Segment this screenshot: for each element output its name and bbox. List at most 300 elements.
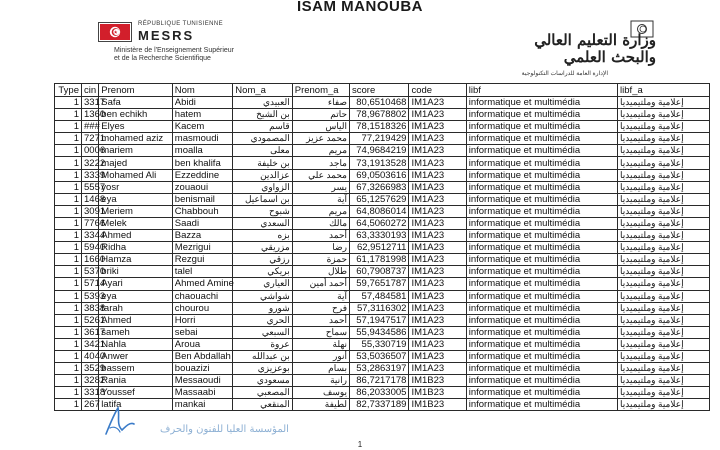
cell-prenom: Ayari xyxy=(99,278,172,290)
cell-score: 57,3116302 xyxy=(350,302,409,314)
cell-cin: 4040 xyxy=(82,350,99,362)
cell-libf: informatique et multimédia xyxy=(466,326,617,338)
cell-type: 1 xyxy=(55,266,82,278)
cell-cin: 5393 xyxy=(82,290,99,302)
cell-nom-a: السعدي xyxy=(233,217,292,229)
cell-nom-a: بن اسماعيل xyxy=(233,193,292,205)
cell-prenom-a: رضا xyxy=(292,242,349,254)
cell-prenom-a: أنور xyxy=(292,350,349,362)
cell-nom-a: بزه xyxy=(233,230,292,242)
cell-score: 63,3330193 xyxy=(350,230,409,242)
cell-code: IM1A23 xyxy=(409,326,466,338)
cell-score: 61,1781998 xyxy=(350,254,409,266)
header-libf-a: libf_a xyxy=(618,84,710,97)
cell-type: 1 xyxy=(55,290,82,302)
cell-cin: 0006 xyxy=(82,145,99,157)
cell-type: 1 xyxy=(55,387,82,399)
cell-score: 65,1257629 xyxy=(350,193,409,205)
cell-libf: informatique et multimédia xyxy=(466,242,617,254)
cell-prenom: Rania xyxy=(99,375,172,387)
cell-score: 80,6510468 xyxy=(350,97,409,109)
cell-libf-a: إعلامية وملتيميديا xyxy=(618,290,710,302)
results-table xyxy=(54,83,710,411)
table-row xyxy=(55,363,710,375)
cell-libf: informatique et multimédia xyxy=(466,314,617,326)
cell-prenom-a: صفاء xyxy=(292,97,349,109)
cell-nom: Mezrigui xyxy=(172,242,233,254)
header-nom-a: Nom_a xyxy=(233,84,292,97)
cell-cin: 5940 xyxy=(82,242,99,254)
cell-nom-a: العبيدي xyxy=(233,97,292,109)
cell-type: 1 xyxy=(55,121,82,133)
cell-type: 1 xyxy=(55,157,82,169)
cell-nom-a: شواشي xyxy=(233,290,292,302)
cell-libf: informatique et multimédia xyxy=(466,338,617,350)
cell-prenom: Hamza xyxy=(99,254,172,266)
cell-prenom: Safa xyxy=(99,97,172,109)
cell-prenom: Mohamed Ali xyxy=(99,169,172,181)
cell-nom: masmoudi xyxy=(172,133,233,145)
cell-prenom: Youssef xyxy=(99,387,172,399)
cell-score: 64,8086014 xyxy=(350,205,409,217)
cell-nom: Abidi xyxy=(172,97,233,109)
cell-code: IM1A23 xyxy=(409,109,466,121)
cell-cin: 3339 xyxy=(82,169,99,181)
cell-type: 1 xyxy=(55,205,82,217)
cell-type: 1 xyxy=(55,97,82,109)
cell-score: 78,9678802 xyxy=(350,109,409,121)
table-row xyxy=(55,133,710,145)
cell-libf-a: إعلامية وملتيميديا xyxy=(618,387,710,399)
cell-code: IM1A23 xyxy=(409,169,466,181)
cell-score: 53,5036507 xyxy=(350,350,409,362)
header-code: code xyxy=(409,84,466,97)
cell-prenom: ben echikh xyxy=(99,109,172,121)
cell-score: 53,2863197 xyxy=(350,363,409,375)
cell-code: IM1A23 xyxy=(409,121,466,133)
cell-libf: informatique et multimédia xyxy=(466,230,617,242)
cell-cin: 3617 xyxy=(82,326,99,338)
cell-code: IM1A23 xyxy=(409,133,466,145)
cell-nom: moalla xyxy=(172,145,233,157)
table-row xyxy=(55,375,710,387)
cell-libf-a: إعلامية وملتيميديا xyxy=(618,97,710,109)
cell-libf-a: إعلامية وملتيميديا xyxy=(618,230,710,242)
cell-prenom: majed xyxy=(99,157,172,169)
cell-prenom-a: ماجد xyxy=(292,157,349,169)
cell-nom-a: المصعبي xyxy=(233,387,292,399)
cell-libf-a: إعلامية وملتيميديا xyxy=(618,217,710,229)
cell-libf: informatique et multimédia xyxy=(466,97,617,109)
cell-prenom-a: مريم xyxy=(292,145,349,157)
cell-cin: 1660 xyxy=(82,254,99,266)
cell-type: 1 xyxy=(55,254,82,266)
mesrs-logo-text: MESRS xyxy=(138,28,195,43)
header-libf: libf xyxy=(466,84,617,97)
cell-type: 1 xyxy=(55,133,82,145)
table-row xyxy=(55,350,710,362)
cell-code: IM1A23 xyxy=(409,145,466,157)
cell-score: 55,9434586 xyxy=(350,326,409,338)
cell-nom: Aroua xyxy=(172,338,233,350)
cell-libf: informatique et multimédia xyxy=(466,205,617,217)
cell-cin: 267 xyxy=(82,399,99,411)
cell-cin: 3529 xyxy=(82,363,99,375)
cell-cin: 5261 xyxy=(82,314,99,326)
cell-type: 1 xyxy=(55,363,82,375)
cell-score: 86,7217178 xyxy=(350,375,409,387)
cell-libf: informatique et multimédia xyxy=(466,278,617,290)
cell-nom-a: قاسم xyxy=(233,121,292,133)
cell-nom: hatem xyxy=(172,109,233,121)
header-cin: cin xyxy=(82,84,99,97)
cell-cin: 3838 xyxy=(82,302,99,314)
table-row xyxy=(55,387,710,399)
cell-nom-a: بوعزيزي xyxy=(233,363,292,375)
cell-libf: informatique et multimédia xyxy=(466,350,617,362)
cell-prenom: farah xyxy=(99,302,172,314)
cell-nom-a: الزواوي xyxy=(233,181,292,193)
cell-type: 1 xyxy=(55,242,82,254)
cell-prenom: Ahmed xyxy=(99,230,172,242)
cell-nom-a: شورو xyxy=(233,302,292,314)
cell-code: IM1A23 xyxy=(409,363,466,375)
tunisia-flag-icon xyxy=(98,22,132,42)
cell-libf: informatique et multimédia xyxy=(466,193,617,205)
cell-nom: benismail xyxy=(172,193,233,205)
cell-code: IM1A23 xyxy=(409,254,466,266)
cell-nom: Ahmed Amine xyxy=(172,278,233,290)
cell-type: 1 xyxy=(55,230,82,242)
cell-type: 1 xyxy=(55,338,82,350)
cell-type: 1 xyxy=(55,193,82,205)
page-title: ISAM MANOUBA xyxy=(297,0,423,15)
table-row xyxy=(55,181,710,193)
cell-code: IM1A23 xyxy=(409,266,466,278)
cell-prenom-a: محمد عزيز xyxy=(292,133,349,145)
cell-libf-a: إعلامية وملتيميديا xyxy=(618,375,710,387)
ministere-label xyxy=(114,47,234,63)
table-row xyxy=(55,338,710,350)
cell-prenom-a: أحمد xyxy=(292,314,349,326)
cell-prenom-a: فرح xyxy=(292,302,349,314)
arabic-ministry-line-1: وزارة التعليم العالي xyxy=(534,31,656,49)
table-row xyxy=(55,169,710,181)
cell-prenom-a: حمزة xyxy=(292,254,349,266)
cell-nom-a: السبعي xyxy=(233,326,292,338)
cell-libf-a: إعلامية وملتيميديا xyxy=(618,121,710,133)
cell-nom-a: العياري xyxy=(233,278,292,290)
cell-code: IM1A23 xyxy=(409,302,466,314)
cell-score: 67,3266983 xyxy=(350,181,409,193)
cell-libf-a: إعلامية وملتيميديا xyxy=(618,266,710,278)
cell-libf-a: إعلامية وملتيميديا xyxy=(618,205,710,217)
letterhead-left xyxy=(98,20,328,68)
cell-cin: 3222 xyxy=(82,157,99,169)
cell-score: 57,1947517 xyxy=(350,314,409,326)
cell-nom-a: شبوح xyxy=(233,205,292,217)
cell-prenom: Melek xyxy=(99,217,172,229)
table-row xyxy=(55,302,710,314)
arabic-ministry-name xyxy=(534,32,656,66)
cell-prenom: yosr xyxy=(99,181,172,193)
cell-type: 1 xyxy=(55,109,82,121)
table-row xyxy=(55,97,710,109)
cell-cin: 5714 xyxy=(82,278,99,290)
cell-prenom-a: محمد علي xyxy=(292,169,349,181)
cell-nom: ben khalifa xyxy=(172,157,233,169)
cell-libf-a: إعلامية وملتيميديا xyxy=(618,278,710,290)
table-row xyxy=(55,290,710,302)
table-row xyxy=(55,230,710,242)
table-row xyxy=(55,121,710,133)
cell-libf: informatique et multimédia xyxy=(466,254,617,266)
table-row xyxy=(55,217,710,229)
cell-cin: ### xyxy=(82,121,99,133)
cell-code: IM1A23 xyxy=(409,290,466,302)
cell-prenom-a: يوسف xyxy=(292,387,349,399)
cell-type: 1 xyxy=(55,314,82,326)
header-nom: Nom xyxy=(172,84,233,97)
cell-libf: informatique et multimédia xyxy=(466,121,617,133)
cell-cin: 7271 xyxy=(82,133,99,145)
stamp-text: المؤسسة العليا للفنون والحرف xyxy=(160,424,289,435)
ministere-line-2: et de la Recherche Scientifique xyxy=(114,55,211,62)
cell-nom: Rezgui xyxy=(172,254,233,266)
cell-code: IM1A23 xyxy=(409,157,466,169)
cell-prenom: sameh xyxy=(99,326,172,338)
cell-cin: 3344 xyxy=(82,230,99,242)
cell-libf: informatique et multimédia xyxy=(466,290,617,302)
cell-prenom-a: سماح xyxy=(292,326,349,338)
cell-nom-a: مزريقي xyxy=(233,242,292,254)
cell-libf: informatique et multimédia xyxy=(466,399,617,411)
cell-cin: 3091 xyxy=(82,205,99,217)
cell-libf: informatique et multimédia xyxy=(466,387,617,399)
cell-prenom: bassem xyxy=(99,363,172,375)
cell-prenom-a: آية xyxy=(292,290,349,302)
cell-code: IM1A23 xyxy=(409,338,466,350)
cell-libf: informatique et multimédia xyxy=(466,217,617,229)
cell-libf: informatique et multimédia xyxy=(466,169,617,181)
cell-nom-a: بن الشيخ xyxy=(233,109,292,121)
cell-code: IM1A23 xyxy=(409,350,466,362)
cell-nom-a: بن خليفة xyxy=(233,157,292,169)
cell-libf-a: إعلامية وملتيميديا xyxy=(618,350,710,362)
cell-prenom: Ahmed xyxy=(99,314,172,326)
cell-prenom: Elyes xyxy=(99,121,172,133)
cell-nom-a: المنقعي xyxy=(233,399,292,411)
cell-prenom: Nahla xyxy=(99,338,172,350)
cell-score: 69,0503616 xyxy=(350,169,409,181)
cell-nom-a: الحري xyxy=(233,314,292,326)
cell-type: 1 xyxy=(55,169,82,181)
cell-prenom-a: أحمد أمين xyxy=(292,278,349,290)
table-row xyxy=(55,254,710,266)
cell-code: IM1A23 xyxy=(409,217,466,229)
cell-libf-a: إعلامية وملتيميديا xyxy=(618,302,710,314)
cell-prenom-a: طلال xyxy=(292,266,349,278)
ministere-line-1: Ministère de l'Enseignement Supérieur xyxy=(114,47,235,54)
cell-libf-a: إعلامية وملتيميديا xyxy=(618,181,710,193)
cell-libf: informatique et multimédia xyxy=(466,181,617,193)
cell-code: IM1A23 xyxy=(409,181,466,193)
cell-cin: 3318 xyxy=(82,387,99,399)
header-score: score xyxy=(350,84,409,97)
table-row xyxy=(55,157,710,169)
cell-nom: Saadi xyxy=(172,217,233,229)
cell-libf-a: إعلامية وملتيميديا xyxy=(618,145,710,157)
cell-libf: informatique et multimédia xyxy=(466,145,617,157)
cell-libf-a: إعلامية وملتيميديا xyxy=(618,399,710,411)
cell-nom: Bazza xyxy=(172,230,233,242)
cell-prenom: mariem xyxy=(99,145,172,157)
cell-libf-a: إعلامية وملتيميديا xyxy=(618,338,710,350)
table-body xyxy=(55,97,710,411)
cell-score: 62,9512711 xyxy=(350,242,409,254)
cell-code: IM1A23 xyxy=(409,230,466,242)
cell-nom: Horri xyxy=(172,314,233,326)
cell-score: 64,5060272 xyxy=(350,217,409,229)
cell-libf-a: إعلامية وملتيميديا xyxy=(618,314,710,326)
cell-type: 1 xyxy=(55,375,82,387)
cell-nom-a: معلى xyxy=(233,145,292,157)
cell-prenom-a: مريم xyxy=(292,205,349,217)
cell-type: 1 xyxy=(55,350,82,362)
cell-code: IM1A23 xyxy=(409,242,466,254)
table-header xyxy=(55,84,710,97)
cell-score: 82,7337189 xyxy=(350,399,409,411)
cell-code: IM1B23 xyxy=(409,387,466,399)
cell-libf: informatique et multimédia xyxy=(466,363,617,375)
cell-score: 78,1518326 xyxy=(350,121,409,133)
cell-nom: Chabbouh xyxy=(172,205,233,217)
header-prenom-a: Prenom_a xyxy=(292,84,349,97)
arabic-ministry-line-2: والبحث العلمي xyxy=(563,48,656,66)
cell-prenom: latifa xyxy=(99,399,172,411)
cell-type: 1 xyxy=(55,399,82,411)
cell-libf: informatique et multimédia xyxy=(466,133,617,145)
cell-code: IM1B23 xyxy=(409,399,466,411)
table-row xyxy=(55,242,710,254)
cell-code: IM1A23 xyxy=(409,314,466,326)
cell-prenom-a: لطيفة xyxy=(292,399,349,411)
cell-nom-a: بريكي xyxy=(233,266,292,278)
cell-nom-a: بن عبدالله xyxy=(233,350,292,362)
cell-score: 55,330719 xyxy=(350,338,409,350)
header-type: Type xyxy=(55,84,82,97)
republique-label: RÉPUBLIQUE TUNISIENNE xyxy=(138,21,223,27)
cell-prenom: Meriem xyxy=(99,205,172,217)
table-row xyxy=(55,266,710,278)
cell-nom-a: عزالدين xyxy=(233,169,292,181)
cell-prenom: eya xyxy=(99,290,172,302)
cell-libf-a: إعلامية وملتيميديا xyxy=(618,169,710,181)
cell-code: IM1B23 xyxy=(409,375,466,387)
cell-nom-a: المصمودي xyxy=(233,133,292,145)
cell-libf: informatique et multimédia xyxy=(466,109,617,121)
cell-type: 1 xyxy=(55,217,82,229)
cell-libf-a: إعلامية وملتيميديا xyxy=(618,242,710,254)
cell-prenom-a: مالك xyxy=(292,217,349,229)
cell-type: 1 xyxy=(55,278,82,290)
table-row xyxy=(55,205,710,217)
table-row xyxy=(55,314,710,326)
cell-code: IM1A23 xyxy=(409,278,466,290)
cell-score: 57,484581 xyxy=(350,290,409,302)
cell-libf-a: إعلامية وملتيميديا xyxy=(618,109,710,121)
cell-cin: 7766 xyxy=(82,217,99,229)
cell-nom: Messaoudi xyxy=(172,375,233,387)
cell-cin: 5557 xyxy=(82,181,99,193)
cell-cin: 3282 xyxy=(82,375,99,387)
cell-prenom-a: أحمد xyxy=(292,230,349,242)
table-row xyxy=(55,278,710,290)
cell-prenom-a: نهلة xyxy=(292,338,349,350)
results-table-container xyxy=(54,83,710,411)
cell-code: IM1A23 xyxy=(409,205,466,217)
cell-cin: 1360 xyxy=(82,109,99,121)
cell-libf-a: إعلامية وملتيميديا xyxy=(618,363,710,375)
cell-nom: Ben Abdallah xyxy=(172,350,233,362)
cell-score: 74,9684219 xyxy=(350,145,409,157)
cell-libf-a: إعلامية وملتيميديا xyxy=(618,193,710,205)
cell-score: 77,219429 xyxy=(350,133,409,145)
cell-code: IM1A23 xyxy=(409,193,466,205)
handwritten-signature-icon xyxy=(100,404,140,438)
cell-nom: chourou xyxy=(172,302,233,314)
arabic-direction-label: الإدارة العامة للدراسات التكنولوجية xyxy=(521,71,608,77)
cell-prenom-a: آية xyxy=(292,193,349,205)
cell-nom-a: رزقي xyxy=(233,254,292,266)
cell-nom: Ezzeddine xyxy=(172,169,233,181)
cell-prenom-a: الياس xyxy=(292,121,349,133)
letterhead-right xyxy=(478,18,678,80)
cell-prenom: mohamed aziz xyxy=(99,133,172,145)
cell-prenom: Anwer xyxy=(99,350,172,362)
cell-cin: 3421 xyxy=(82,338,99,350)
cell-libf: informatique et multimédia xyxy=(466,266,617,278)
cell-prenom-a: حاتم xyxy=(292,109,349,121)
table-row xyxy=(55,193,710,205)
cell-libf: informatique et multimédia xyxy=(466,375,617,387)
cell-libf-a: إعلامية وملتيميديا xyxy=(618,133,710,145)
cell-nom: sebai xyxy=(172,326,233,338)
table-row xyxy=(55,145,710,157)
cell-nom-a: عروة xyxy=(233,338,292,350)
cell-type: 1 xyxy=(55,145,82,157)
page-number: 1 xyxy=(357,440,363,449)
cell-libf: informatique et multimédia xyxy=(466,302,617,314)
cell-prenom-a: بسام xyxy=(292,363,349,375)
cell-prenom-a: يسر xyxy=(292,181,349,193)
cell-type: 1 xyxy=(55,181,82,193)
cell-prenom: eya xyxy=(99,193,172,205)
cell-nom: bouazizi xyxy=(172,363,233,375)
cell-nom: zouaoui xyxy=(172,181,233,193)
cell-score: 60,7908737 xyxy=(350,266,409,278)
header-prenom: Prenom xyxy=(99,84,172,97)
cell-prenom-a: رانية xyxy=(292,375,349,387)
cell-code: IM1A23 xyxy=(409,97,466,109)
cell-libf-a: إعلامية وملتيميديا xyxy=(618,254,710,266)
cell-score: 86,2033005 xyxy=(350,387,409,399)
cell-nom: talel xyxy=(172,266,233,278)
cell-score: 59,7651787 xyxy=(350,278,409,290)
cell-nom-a: مسعودي xyxy=(233,375,292,387)
cell-libf-a: إعلامية وملتيميديا xyxy=(618,157,710,169)
table-row xyxy=(55,399,710,411)
